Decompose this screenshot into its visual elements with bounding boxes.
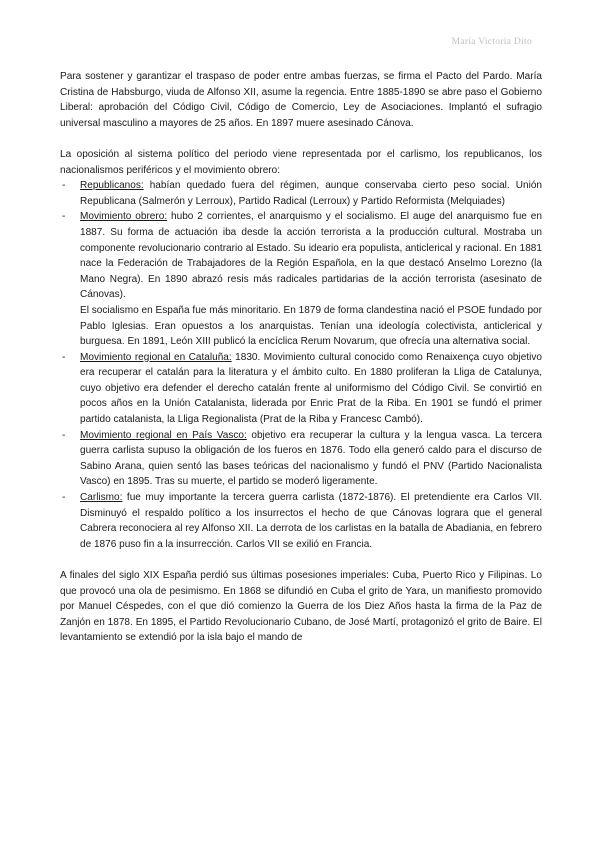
list-item-movimiento-obrero	[60, 209, 542, 349]
list-item-text: fue muy importante la tercera guerra carlista (1872-1876). El pretendiente era Carlos VII. Disminuyó el respaldo político a los insurrectos el hecho de que Cánovas lograra que el general Cabrera reconociera al rey Alfonso XII. La derrota de los carlistas en la batalla de Abadiania, en febrero de 1876 puso fin a la insurrección. Carlos VII se exilió en Francia.	[80, 492, 542, 550]
paragraph-intro: Para sostener y garantizar el traspaso de poder entre ambas fuerzas, se firma el Pacto del Pardo. María Cristina de Habsburgo, viuda de Alfonso XII, asume la regencia. Entre 1885-1890 se abre paso el Gobierno Liberal: aprobación del Código Civil, Código de Comercio, Ley de Asociaciones. Implantó el sufragio universal masculino a mayores de 25 años. En 1897 muere asesinado Cánova.	[60, 71, 542, 129]
bullet-dash: -	[62, 351, 66, 363]
list-item-term: Movimiento regional en País Vasco:	[80, 429, 247, 441]
list-item-text: habían quedado fuera del régimen, aunque conservaba cierto peso social. Unión Republicana (Salmerón y Lerroux), Partido Radical (Lerroux) y Partido Reformista (Melquiades)	[80, 180, 542, 207]
list-item-term: Movimiento obrero:	[80, 211, 168, 223]
list-item-carlismo	[60, 490, 542, 552]
list-item-text: hubo 2 corrientes, el anarquismo y el socialismo. El auge del anarquismo fue en 1887. Su forma de actuación iba desde la acción terrorista a la producción cultural. Mostraba un componente revolucionario contrario al Estado. Su ideario era populista, anticlerical y racional. En 1881 nace la Federación de Trabajadores de la Región Española, en la que destacó Anselmo Lorezno (la Mano Negra). En 1890 abrazó resis más radicales partidarias de la acción terrorista (asesinato de Cánovas).	[80, 211, 542, 301]
bullet-dash: -	[62, 211, 66, 223]
list-item-term: Carlismo:	[80, 492, 123, 504]
list-item-cataluna	[60, 350, 542, 428]
list-item-continuation: El socialismo en España fue más minoritario. En 1879 de forma clandestina nació el PSOE fundado por Pablo Iglesias. Eran opuestos a los anarquistas. Tenían una ideología colectivista, anticlerical y burguesa. En 1891, León XIII publicó la encíclica Rerum Novarum, que ofrecía una alternativa social.	[80, 304, 542, 348]
list-item-republicanos	[60, 178, 542, 209]
body-text	[60, 69, 542, 646]
list-item-pais-vasco	[60, 428, 542, 490]
list-item-text: objetivo era recuperar la cultura y la lengua vasca. La tercera guerra carlista supuso la obligación de los fueros en 1876. Todo ella generó caldo para el discurso de Sabino Arana, quien sentó las bases teóricas del nacionalismo y fundó el PNV (Partido Nacionalista Vasco) en 1895. Tras su muerte, el partido se moderó ligeramente.	[80, 429, 543, 488]
bullet-dash: -	[62, 180, 66, 192]
list-item-text: 1830. Movimiento cultural conocido como Renaixença cuyo objetivo era recuperar el catalán para la literatura y el ámbito culto. En 1880 proliferan la Lliga de Catalunya, cuyo objetivo era defender el derecho catalán frente al uniformismo del Código Civil. Se convirtió en pocos años en la Unión Catalanista, liderada por Enric Prat de la Riba. En 1901 se fundó el primer partido catalanista, la Lliga Regionalista (Prat de la Riba y Francesc Cambó).	[80, 351, 542, 426]
bullet-dash: -	[62, 429, 66, 441]
header-author: María Victoria Dito	[451, 37, 532, 47]
paragraph-finale: A finales del siglo XIX España perdió sus últimas posesiones imperiales: Cuba, Puerto Rico y Filipinas. Lo que provocó una ola de pesimismo. En 1868 se difundió en Cuba el grito de Yara, un manifiesto promovido por Manuel Céspedes, con el que dió comienzo la Guerra de los Diez Años hasta la firma de la Paz de Zanjón en 1878. En 1895, el Partido Revolucionario Cubano, de José Martí, protagonizó el grito de Baire. El levantamiento se extendió por la isla bajo el mando de	[60, 570, 542, 644]
bullet-dash: -	[62, 492, 66, 504]
list-item-term: Republicanos:	[80, 180, 144, 192]
list-item-term: Movimiento regional en Cataluña:	[80, 351, 232, 363]
paragraph-opposition: La oposición al sistema político del periodo viene representada por el carlismo, los republicanos, los nacionalismos periféricos y el movimiento obrero:	[60, 148, 542, 176]
opposition-list	[60, 178, 542, 552]
